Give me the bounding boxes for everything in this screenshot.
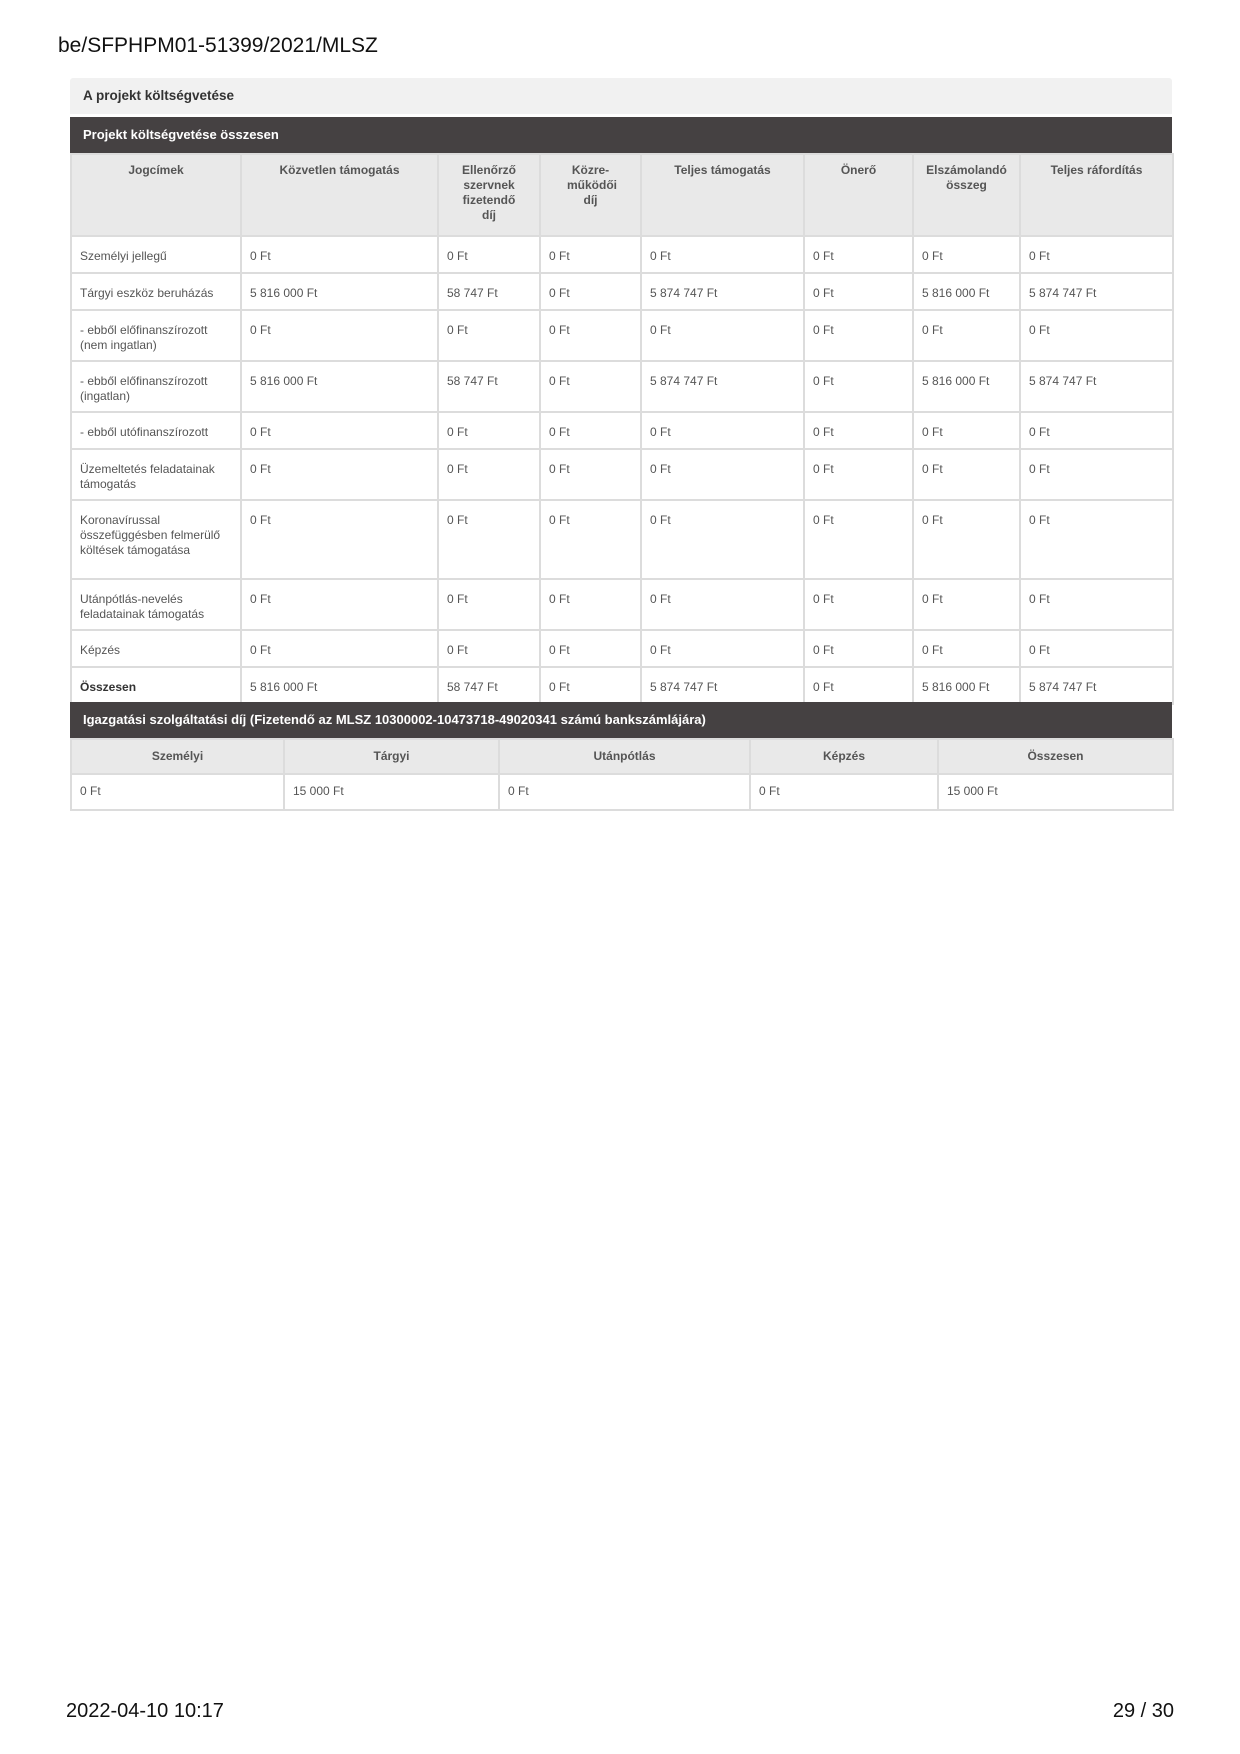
table-row [71,579,1173,630]
table-row [71,273,1173,310]
table-row [71,449,1173,500]
table-cell: 0 Ft [540,667,641,704]
fee-row [71,774,1173,810]
table-cell: 0 Ft [913,412,1020,449]
table-cell: 0 Ft [540,579,641,630]
table-cell: 0 Ft [1020,579,1173,630]
table-cell: 0 Ft [641,236,804,273]
row-label: - ebből előfinanszírozott (ingatlan) [71,361,241,412]
table-cell: 0 Ft [241,630,438,667]
fee-cell: 15 000 Ft [938,774,1173,810]
row-label: Személyi jellegű [71,236,241,273]
budget-table [70,153,1174,705]
fee-header-row [71,739,1173,774]
table-cell: 0 Ft [540,361,641,412]
table-cell: 0 Ft [438,412,540,449]
fee-cell: 0 Ft [750,774,938,810]
table-cell: 0 Ft [241,500,438,579]
table-cell: 0 Ft [1020,236,1173,273]
header-teljes-raforditas: Teljes ráfordítás [1020,154,1173,236]
fee-table [70,738,1174,811]
table-cell: 5 874 747 Ft [641,273,804,310]
row-label: Összesen [71,667,241,704]
row-label: Koronavírussal összefüggésben felmerülő költések támogatása [71,500,241,579]
fee-cell: 0 Ft [71,774,284,810]
header-onero: Önerő [804,154,913,236]
table-cell: 0 Ft [540,630,641,667]
header-osszesen: Összesen [938,739,1173,774]
table-cell: 5 816 000 Ft [241,361,438,412]
header-kozvetlen-tamogatas: Közvetlen támogatás [241,154,438,236]
fee-table-container [70,702,1172,811]
table-cell: 0 Ft [913,236,1020,273]
table-row [71,236,1173,273]
table-cell: 0 Ft [241,412,438,449]
table-cell: 5 874 747 Ft [1020,667,1173,704]
row-label: Utánpótlás-nevelés feladatainak támogatás [71,579,241,630]
table-cell: 0 Ft [804,361,913,412]
table-cell: 0 Ft [804,310,913,361]
table-cell: 0 Ft [1020,449,1173,500]
table-cell: 0 Ft [641,449,804,500]
table-cell: 0 Ft [540,500,641,579]
table-row [71,412,1173,449]
table-cell: 0 Ft [804,579,913,630]
table-row [71,361,1173,412]
header-szemelyi: Személyi [71,739,284,774]
table-cell: 0 Ft [241,579,438,630]
footer-timestamp: 2022-04-10 10:17 [66,1700,224,1722]
fee-cell: 15 000 Ft [284,774,499,810]
table-cell: 0 Ft [804,412,913,449]
row-label: Üzemeltetés feladatainak támogatás [71,449,241,500]
table-row [71,667,1173,704]
table-cell: 0 Ft [913,579,1020,630]
table-cell: 58 747 Ft [438,361,540,412]
table-cell: 0 Ft [540,310,641,361]
table-cell: 58 747 Ft [438,667,540,704]
table-cell: 0 Ft [438,310,540,361]
table-cell: 0 Ft [641,630,804,667]
section-title: A projekt költségvetése [70,78,1172,114]
table-cell: 0 Ft [438,236,540,273]
table-cell: 0 Ft [241,310,438,361]
table-cell: 0 Ft [438,449,540,500]
table-cell: 0 Ft [540,273,641,310]
table-cell: 5 816 000 Ft [913,667,1020,704]
table-cell: 5 874 747 Ft [1020,273,1173,310]
table-cell: 0 Ft [1020,412,1173,449]
row-label: Tárgyi eszköz beruházás [71,273,241,310]
header-elszamolando-osszeg: Elszámolandó összeg [913,154,1020,236]
table-cell: 0 Ft [438,500,540,579]
table-cell: 58 747 Ft [438,273,540,310]
table-cell: 0 Ft [241,449,438,500]
table-row [71,310,1173,361]
row-label: Képzés [71,630,241,667]
table-cell: 0 Ft [804,630,913,667]
header-kozremukodoi-dij: Közre-működői díj [540,154,641,236]
table-cell: 0 Ft [804,667,913,704]
table-cell: 0 Ft [804,449,913,500]
row-label: - ebből utófinanszírozott [71,412,241,449]
table-cell: 5 874 747 Ft [641,361,804,412]
header-utanpotlas: Utánpótlás [499,739,750,774]
table-cell: 0 Ft [438,630,540,667]
budget-header-row [71,154,1173,236]
budget-table-title: Projekt költségvetése összesen [70,117,1172,153]
header-kepzes: Képzés [750,739,938,774]
table-cell: 5 816 000 Ft [913,361,1020,412]
table-cell: 0 Ft [913,310,1020,361]
table-cell: 5 816 000 Ft [241,273,438,310]
table-cell: 0 Ft [804,500,913,579]
table-cell: 0 Ft [540,236,641,273]
header-teljes-tamogatas: Teljes támogatás [641,154,804,236]
table-cell: 5 816 000 Ft [913,273,1020,310]
fee-cell: 0 Ft [499,774,750,810]
table-cell: 0 Ft [540,412,641,449]
table-cell: 0 Ft [804,273,913,310]
budget-table-container [70,117,1172,705]
table-cell: 0 Ft [1020,630,1173,667]
footer-page-number: 29 / 30 [1112,1700,1174,1722]
row-label: - ebből előfinanszírozott (nem ingatlan) [71,310,241,361]
table-cell: 0 Ft [913,500,1020,579]
table-cell: 0 Ft [1020,500,1173,579]
header-targyi: Tárgyi [284,739,499,774]
table-row [71,500,1173,579]
fee-table-title: Igazgatási szolgáltatási díj (Fizetendő az MLSZ 10300002-10473718-49020341 számú bankszámlájára) [70,702,1172,738]
table-cell: 5 874 747 Ft [1020,361,1173,412]
document-id: be/SFPHPM01-51399/2021/MLSZ [58,34,378,57]
table-cell: 0 Ft [641,310,804,361]
header-jogcimek: Jogcímek [71,154,241,236]
table-cell: 0 Ft [1020,310,1173,361]
table-cell: 5 816 000 Ft [241,667,438,704]
header-ellenorzo-dij: Ellenőrző szervnek fizetendő díj [438,154,540,236]
table-cell: 0 Ft [913,449,1020,500]
table-cell: 0 Ft [804,236,913,273]
table-cell: 0 Ft [913,630,1020,667]
table-cell: 0 Ft [241,236,438,273]
table-cell: 0 Ft [641,412,804,449]
table-cell: 0 Ft [438,579,540,630]
table-row [71,630,1173,667]
table-cell: 0 Ft [540,449,641,500]
table-cell: 0 Ft [641,579,804,630]
table-cell: 0 Ft [641,500,804,579]
table-cell: 5 874 747 Ft [641,667,804,704]
